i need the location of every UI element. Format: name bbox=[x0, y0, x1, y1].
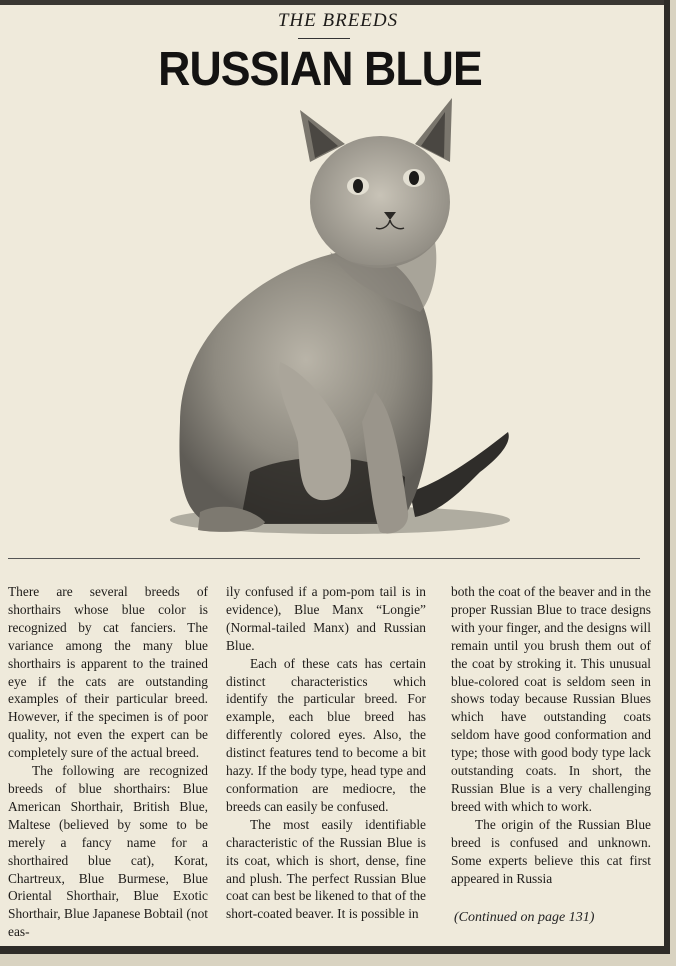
paragraph: There are several breeds of shorthairs whose blue color is recognized by cat fanciers. The variance among the many blue shorthairs is apparent to the trained eye if the cats are outstanding examples of their particular breed. However, if the specimen is of poor quality, not even the expert can be completely sure of the actual breed. bbox=[8, 584, 208, 761]
paragraph: Each of these cats has certain distinct characteristics which identify the particular breed. For example, each blue breed has differently colored eyes. Also, the distinct features tend to become a bit hazy. If the body type, head type and conformation are mediocre, the breeds can easily be confused. bbox=[226, 655, 426, 814]
text-column-3 bbox=[451, 583, 651, 887]
section-heading: THE BREEDS bbox=[277, 10, 399, 31]
top-border bbox=[0, 0, 664, 5]
page-title: RUSSIAN BLUE bbox=[158, 43, 482, 96]
paragraph: The most easily identifiable characteristic of the Russian Blue is its coat, which is short, dense, fine and plush. The perfect Russian Blue coat can best be likened to that of the short-coated beaver. It is possible in bbox=[226, 816, 426, 922]
heading-rule bbox=[298, 38, 350, 39]
continued-note: (Continued on page 131) bbox=[454, 910, 595, 925]
text-column-2 bbox=[226, 583, 426, 923]
paragraph: The following are recognized breeds of blue shorthairs: Blue American Shorthair, British Blue, Maltese (believed by some to be merely a fancy name for a shorthaired blue cat), Korat, Chartreux, Blue Burmese, Blue Oriental Shorthair, Blue Exotic Shorthair, Blue Japanese Bobtail (not eas- bbox=[8, 763, 208, 940]
column-divider bbox=[8, 558, 640, 559]
text-column-1 bbox=[8, 583, 208, 941]
paragraph: both the coat of the beaver and in the proper Russian Blue to trace designs with your finger, and the designs will remain until you brush them out of the coat by stroking it. This unusual blue-colored coat is seldom seen in shows today because Russian Blues which have outstanding coats seldom have good conformation and type; those with good body type lack outstanding coats. In short, the Russian Blue is a very challenging breed with which to work. bbox=[451, 584, 651, 814]
paragraph: ily confused if a pom-pom tail is in evidence), Blue Manx “Longie” (Normal-tailed Manx) and Russian Blue. bbox=[226, 584, 426, 653]
paragraph: The origin of the Russian Blue breed is confused and unknown. Some experts believe this cat first appeared in Russia bbox=[451, 816, 651, 886]
cat-photo bbox=[140, 92, 520, 552]
